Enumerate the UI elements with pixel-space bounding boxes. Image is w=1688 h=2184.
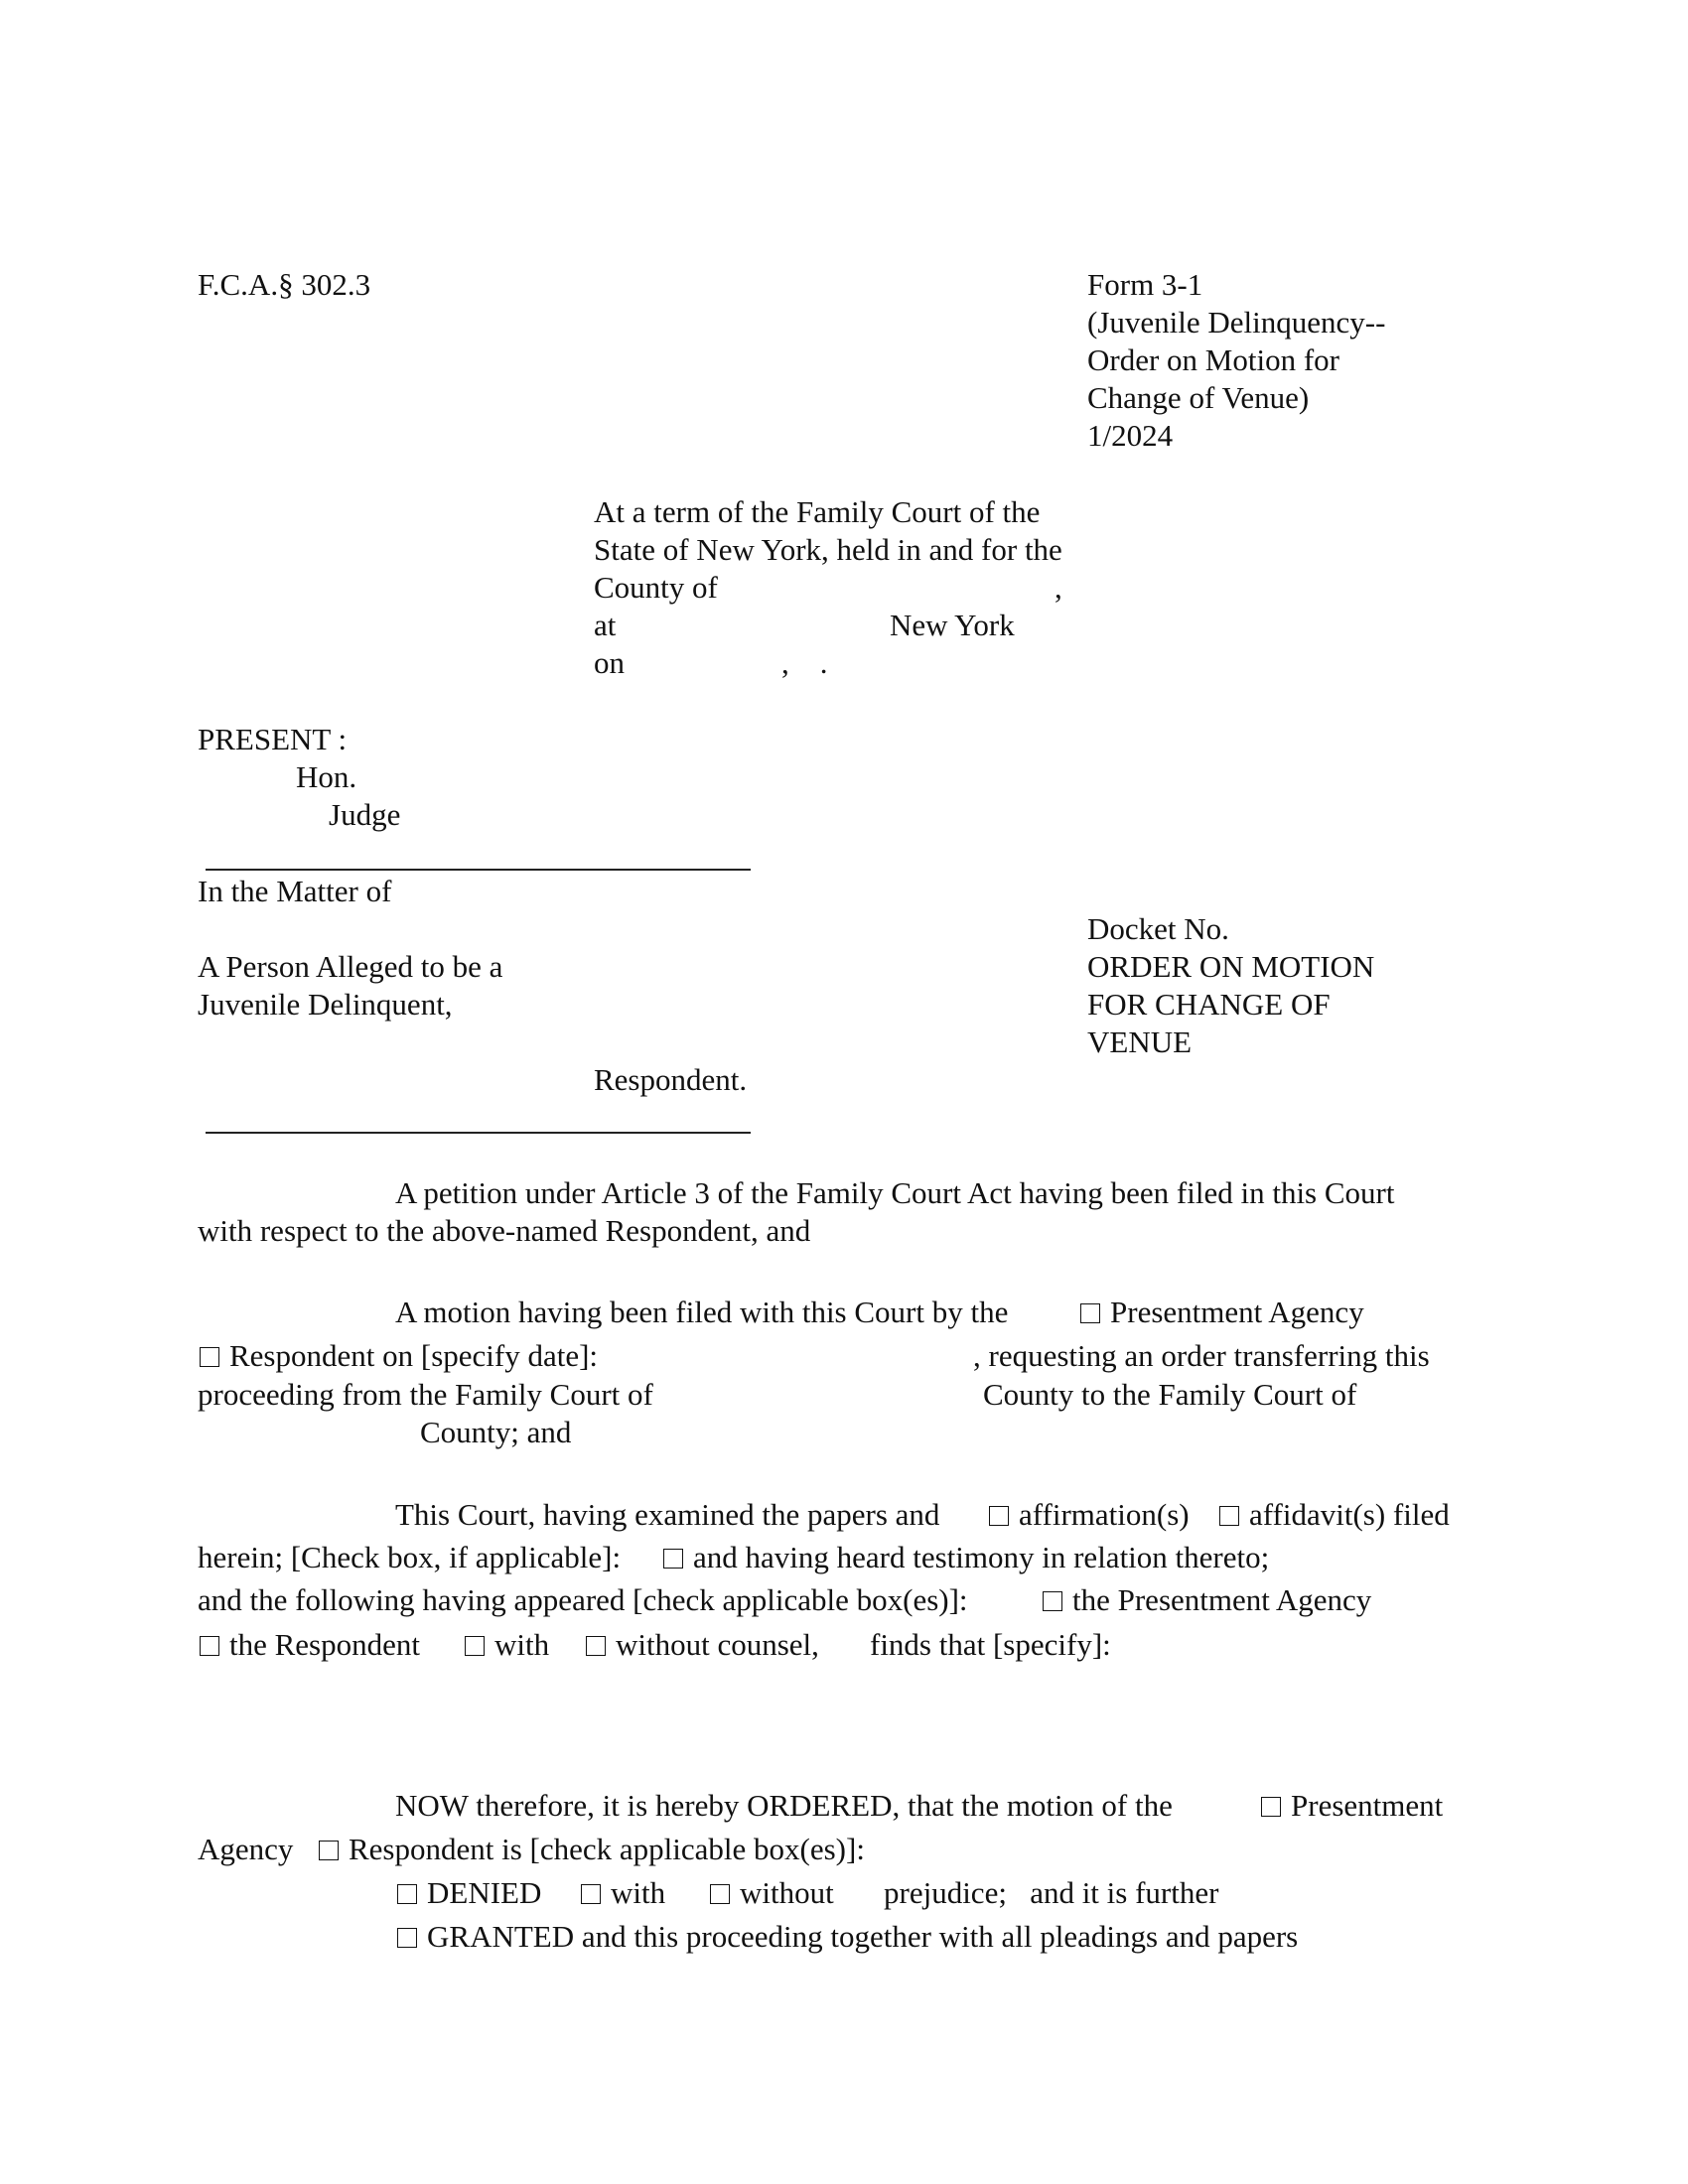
without-counsel-option bbox=[586, 1629, 819, 1660]
appeared-respondent-checkbox[interactable] bbox=[200, 1636, 219, 1656]
form-description-line: (Juvenile Delinquency-- bbox=[1087, 305, 1386, 340]
order-respondent-label: Respondent is [check applicable box(es)]: bbox=[349, 1832, 865, 1866]
form-description-line: Order on Motion for bbox=[1087, 342, 1339, 377]
respondent-option bbox=[200, 1340, 598, 1371]
on-label: on bbox=[594, 645, 625, 680]
person-line: Juvenile Delinquent, bbox=[198, 987, 453, 1022]
examined-papers-text: This Court, having examined the papers and bbox=[395, 1497, 940, 1532]
without-counsel-checkbox[interactable] bbox=[586, 1636, 606, 1656]
with-counsel-option bbox=[465, 1629, 549, 1660]
presentment-agency-label: Presentment Agency bbox=[1110, 1295, 1364, 1329]
form-number: Form 3-1 bbox=[1087, 267, 1203, 302]
affirmation-label: affirmation(s) bbox=[1019, 1497, 1190, 1532]
with-counsel-checkbox[interactable] bbox=[465, 1636, 485, 1656]
granted-checkbox[interactable] bbox=[397, 1928, 417, 1948]
order-presentment-option bbox=[1261, 1790, 1443, 1821]
order-title-line: FOR CHANGE OF bbox=[1087, 987, 1331, 1022]
motion-paragraph-line: A motion having been filed with this Court by the bbox=[395, 1295, 1009, 1329]
caption-bottom-rule bbox=[206, 1132, 751, 1134]
presentment-agency-checkbox[interactable] bbox=[1080, 1303, 1100, 1323]
presentment-agency-option bbox=[1080, 1297, 1364, 1327]
county-and-text: County; and bbox=[420, 1415, 572, 1449]
hon-label: Hon. bbox=[296, 759, 357, 794]
affidavit-label: affidavit(s) filed bbox=[1249, 1497, 1450, 1532]
statute-reference: F.C.A.§ 302.3 bbox=[198, 267, 371, 302]
petition-paragraph-line: A petition under Article 3 of the Family Court Act having been filed in this Court bbox=[395, 1175, 1395, 1210]
judge-label: Judge bbox=[329, 797, 401, 832]
appeared-presentment-agency-label: the Presentment Agency bbox=[1072, 1582, 1372, 1617]
order-title-line: ORDER ON MOTION bbox=[1087, 949, 1375, 984]
heard-testimony-option bbox=[663, 1542, 1269, 1572]
prejudice-text: prejudice; and it is further bbox=[884, 1875, 1219, 1910]
denied-option bbox=[397, 1877, 541, 1908]
requesting-text: , requesting an order transferring this bbox=[973, 1338, 1430, 1373]
with-prejudice-checkbox[interactable] bbox=[581, 1884, 601, 1904]
agency-text: Agency bbox=[198, 1832, 294, 1866]
respondent-label: Respondent. bbox=[594, 1062, 748, 1097]
finds-that-text: finds that [specify]: bbox=[870, 1627, 1111, 1662]
date-punctuation: , . bbox=[781, 645, 828, 680]
appeared-respondent-label: the Respondent bbox=[229, 1627, 420, 1662]
caption-top-rule bbox=[206, 869, 751, 871]
with-prejudice-label: with bbox=[611, 1875, 666, 1910]
form-description-line: Change of Venue) bbox=[1087, 380, 1310, 415]
with-counsel-label: with bbox=[494, 1627, 550, 1662]
affirmation-option bbox=[989, 1499, 1190, 1530]
appeared-presentment-agency-checkbox[interactable] bbox=[1043, 1591, 1062, 1611]
appeared-text: and the following having appeared [check applicable box(es)]: bbox=[198, 1582, 968, 1617]
at-label: at bbox=[594, 608, 617, 642]
affidavit-option bbox=[1219, 1499, 1450, 1530]
petition-paragraph-line: with respect to the above-named Respondent, and bbox=[198, 1213, 811, 1248]
appeared-presentment-agency-option bbox=[1043, 1584, 1371, 1615]
order-respondent-checkbox[interactable] bbox=[319, 1841, 339, 1860]
affidavit-checkbox[interactable] bbox=[1219, 1506, 1239, 1526]
proceeding-from-text: proceeding from the Family Court of bbox=[198, 1377, 653, 1412]
matter-label: In the Matter of bbox=[198, 874, 392, 908]
respondent-checkbox[interactable] bbox=[200, 1347, 219, 1367]
order-title-line: VENUE bbox=[1087, 1024, 1193, 1059]
present-label: PRESENT : bbox=[198, 722, 348, 756]
heard-testimony-label: and having heard testimony in relation thereto; bbox=[693, 1540, 1270, 1574]
heard-testimony-checkbox[interactable] bbox=[663, 1549, 683, 1569]
without-prejudice-option bbox=[710, 1877, 834, 1908]
county-label: County of bbox=[594, 570, 718, 605]
county-to-text: County to the Family Court of bbox=[983, 1377, 1357, 1412]
form-revision-date: 1/2024 bbox=[1087, 418, 1174, 453]
appeared-respondent-option bbox=[200, 1629, 420, 1660]
check-if-applicable-text: herein; [Check box, if applicable]: bbox=[198, 1540, 622, 1574]
granted-label: GRANTED and this proceeding together with all pleadings and papers bbox=[427, 1919, 1299, 1954]
affirmation-checkbox[interactable] bbox=[989, 1506, 1009, 1526]
with-prejudice-option bbox=[581, 1877, 665, 1908]
state-name: New York bbox=[890, 608, 1015, 642]
without-prejudice-label: without bbox=[740, 1875, 834, 1910]
without-counsel-label: without counsel, bbox=[616, 1627, 819, 1662]
docket-label: Docket No. bbox=[1087, 911, 1229, 946]
term-line: State of New York, held in and for the bbox=[594, 532, 1062, 567]
respondent-date-label: Respondent on [specify date]: bbox=[229, 1338, 599, 1373]
granted-option bbox=[397, 1921, 1298, 1952]
denied-checkbox[interactable] bbox=[397, 1884, 417, 1904]
without-prejudice-checkbox[interactable] bbox=[710, 1884, 730, 1904]
person-line: A Person Alleged to be a bbox=[198, 949, 503, 984]
order-presentment-label: Presentment bbox=[1291, 1788, 1444, 1823]
term-line: At a term of the Family Court of the bbox=[594, 494, 1041, 529]
order-presentment-checkbox[interactable] bbox=[1261, 1797, 1281, 1817]
denied-label: DENIED bbox=[427, 1875, 542, 1910]
order-respondent-option bbox=[319, 1834, 865, 1864]
ordered-text: NOW therefore, it is hereby ORDERED, that the motion of the bbox=[395, 1788, 1173, 1823]
county-comma: , bbox=[1055, 570, 1062, 605]
